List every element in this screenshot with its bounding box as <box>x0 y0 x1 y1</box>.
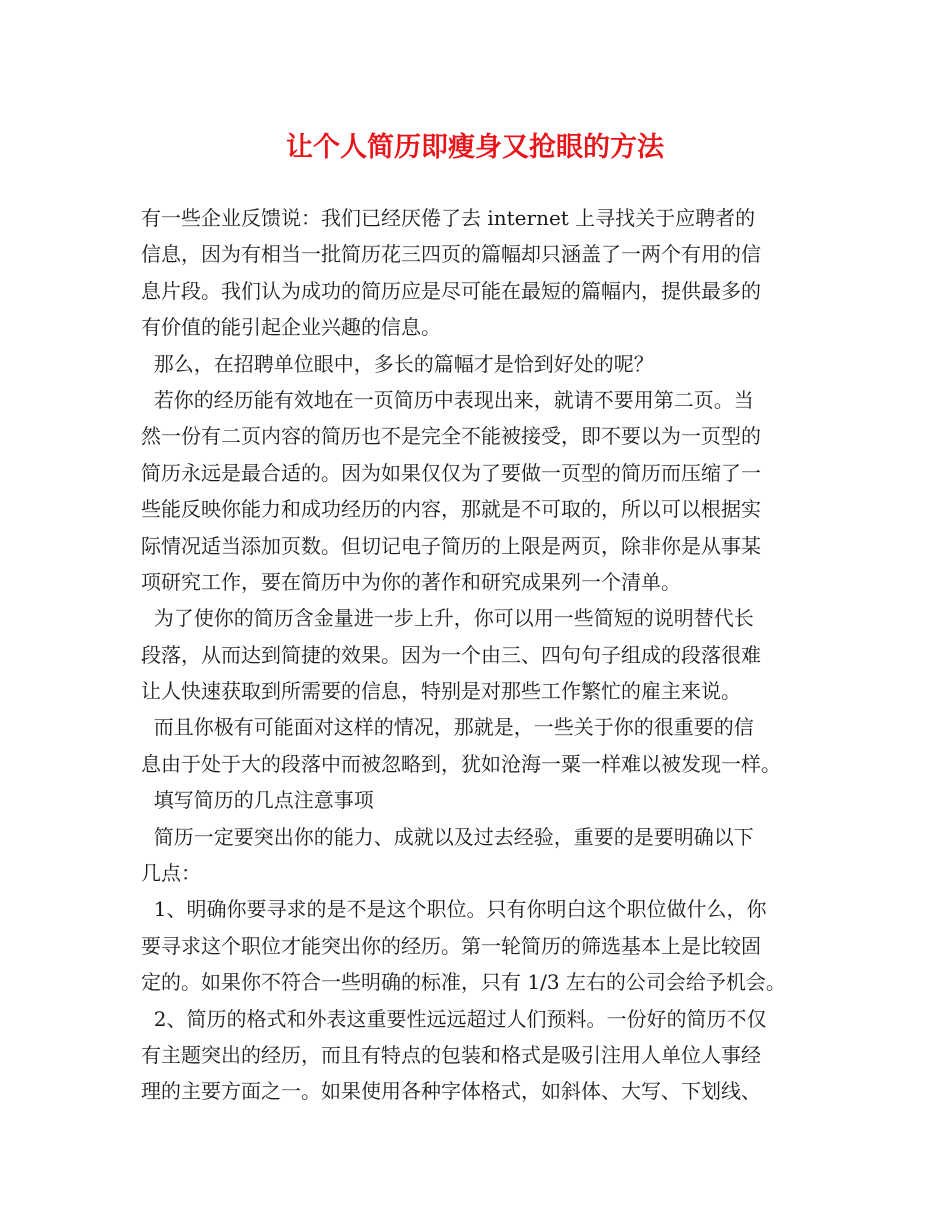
text-line: 1、明确你要寻求的是不是这个职位。只有你明白这个职位做什么，你 <box>141 897 767 922</box>
text-line: 有价值的能引起企业兴趣的信息。 <box>141 315 441 340</box>
text-line: 而且你极有可能面对这样的情况，那就是，一些关于你的很重要的信 <box>141 715 754 740</box>
text-line: 息由于处于大的段落中而被忽略到，犹如沧海一粟一样难以被发现一样。 <box>141 751 781 776</box>
text-line: 若你的经历能有效地在一页简历中表现出来，就请不要用第二页。当 <box>141 387 754 412</box>
text-line: 理的主要方面之一。如果使用各种字体格式，如斜体、大写、下划线、 <box>141 1079 761 1104</box>
text-line: 简历一定要突出你的能力、成就以及过去经验，重要的是要明确以下 <box>141 824 754 849</box>
text-line: 些能反映你能力和成功经历的内容，那就是不可取的，所以可以根据实 <box>141 497 761 522</box>
section-heading: 填写简历的几点注意事项 <box>141 788 374 813</box>
text-line: 段落，从而达到简捷的效果。因为一个由三、四句句子组成的段落很难 <box>141 642 761 667</box>
document-body <box>141 200 831 1110</box>
text-line: 2、简历的格式和外表这重要性远远超过人们预料。一份好的简历不仅 <box>141 1006 767 1031</box>
text-line: 为了使你的简历含金量进一步上升，你可以用一些简短的说明替代长 <box>141 606 754 631</box>
document-title: 让个人简历即瘦身又抢眼的方法 <box>286 132 664 163</box>
text-line: 项研究工作，要在简历中为你的著作和研究成果列一个清单。 <box>141 569 681 594</box>
text-line: 定的。如果你不符合一些明确的标准，只有 1/3 左右的公司会给予机会。 <box>141 970 786 995</box>
text-line: 然一份有二页内容的简历也不是完全不能被接受，即不要以为一页型的 <box>141 424 761 449</box>
text-line: 有主题突出的经历，而且有特点的包装和格式是吸引注用人单位人事经 <box>141 1042 761 1067</box>
text-line: 际情况适当添加页数。但切记电子简历的上限是两页，除非你是从事某 <box>141 533 761 558</box>
text-line: 有一些企业反馈说：我们已经厌倦了去 internet 上寻找关于应聘者的 <box>141 206 756 230</box>
text-line: 几点： <box>141 861 201 886</box>
text-line: 那么，在招聘单位眼中，多长的篇幅才是恰到好处的呢？ <box>141 351 654 376</box>
text-line: 让人快速获取到所需要的信息，特别是对那些工作繁忙的雇主来说。 <box>141 679 741 704</box>
text-line: 息片段。我们认为成功的简历应是尽可能在最短的篇幅内，提供最多的 <box>141 278 761 303</box>
text-line: 要寻求这个职位才能突出你的经历。第一轮简历的筛选基本上是比较固 <box>141 933 761 958</box>
text-line: 信息，因为有相当一批简历花三四页的篇幅却只涵盖了一两个有用的信 <box>141 242 761 267</box>
text-line: 简历永远是最合适的。因为如果仅仅为了要做一页型的简历而压缩了一 <box>141 460 761 485</box>
